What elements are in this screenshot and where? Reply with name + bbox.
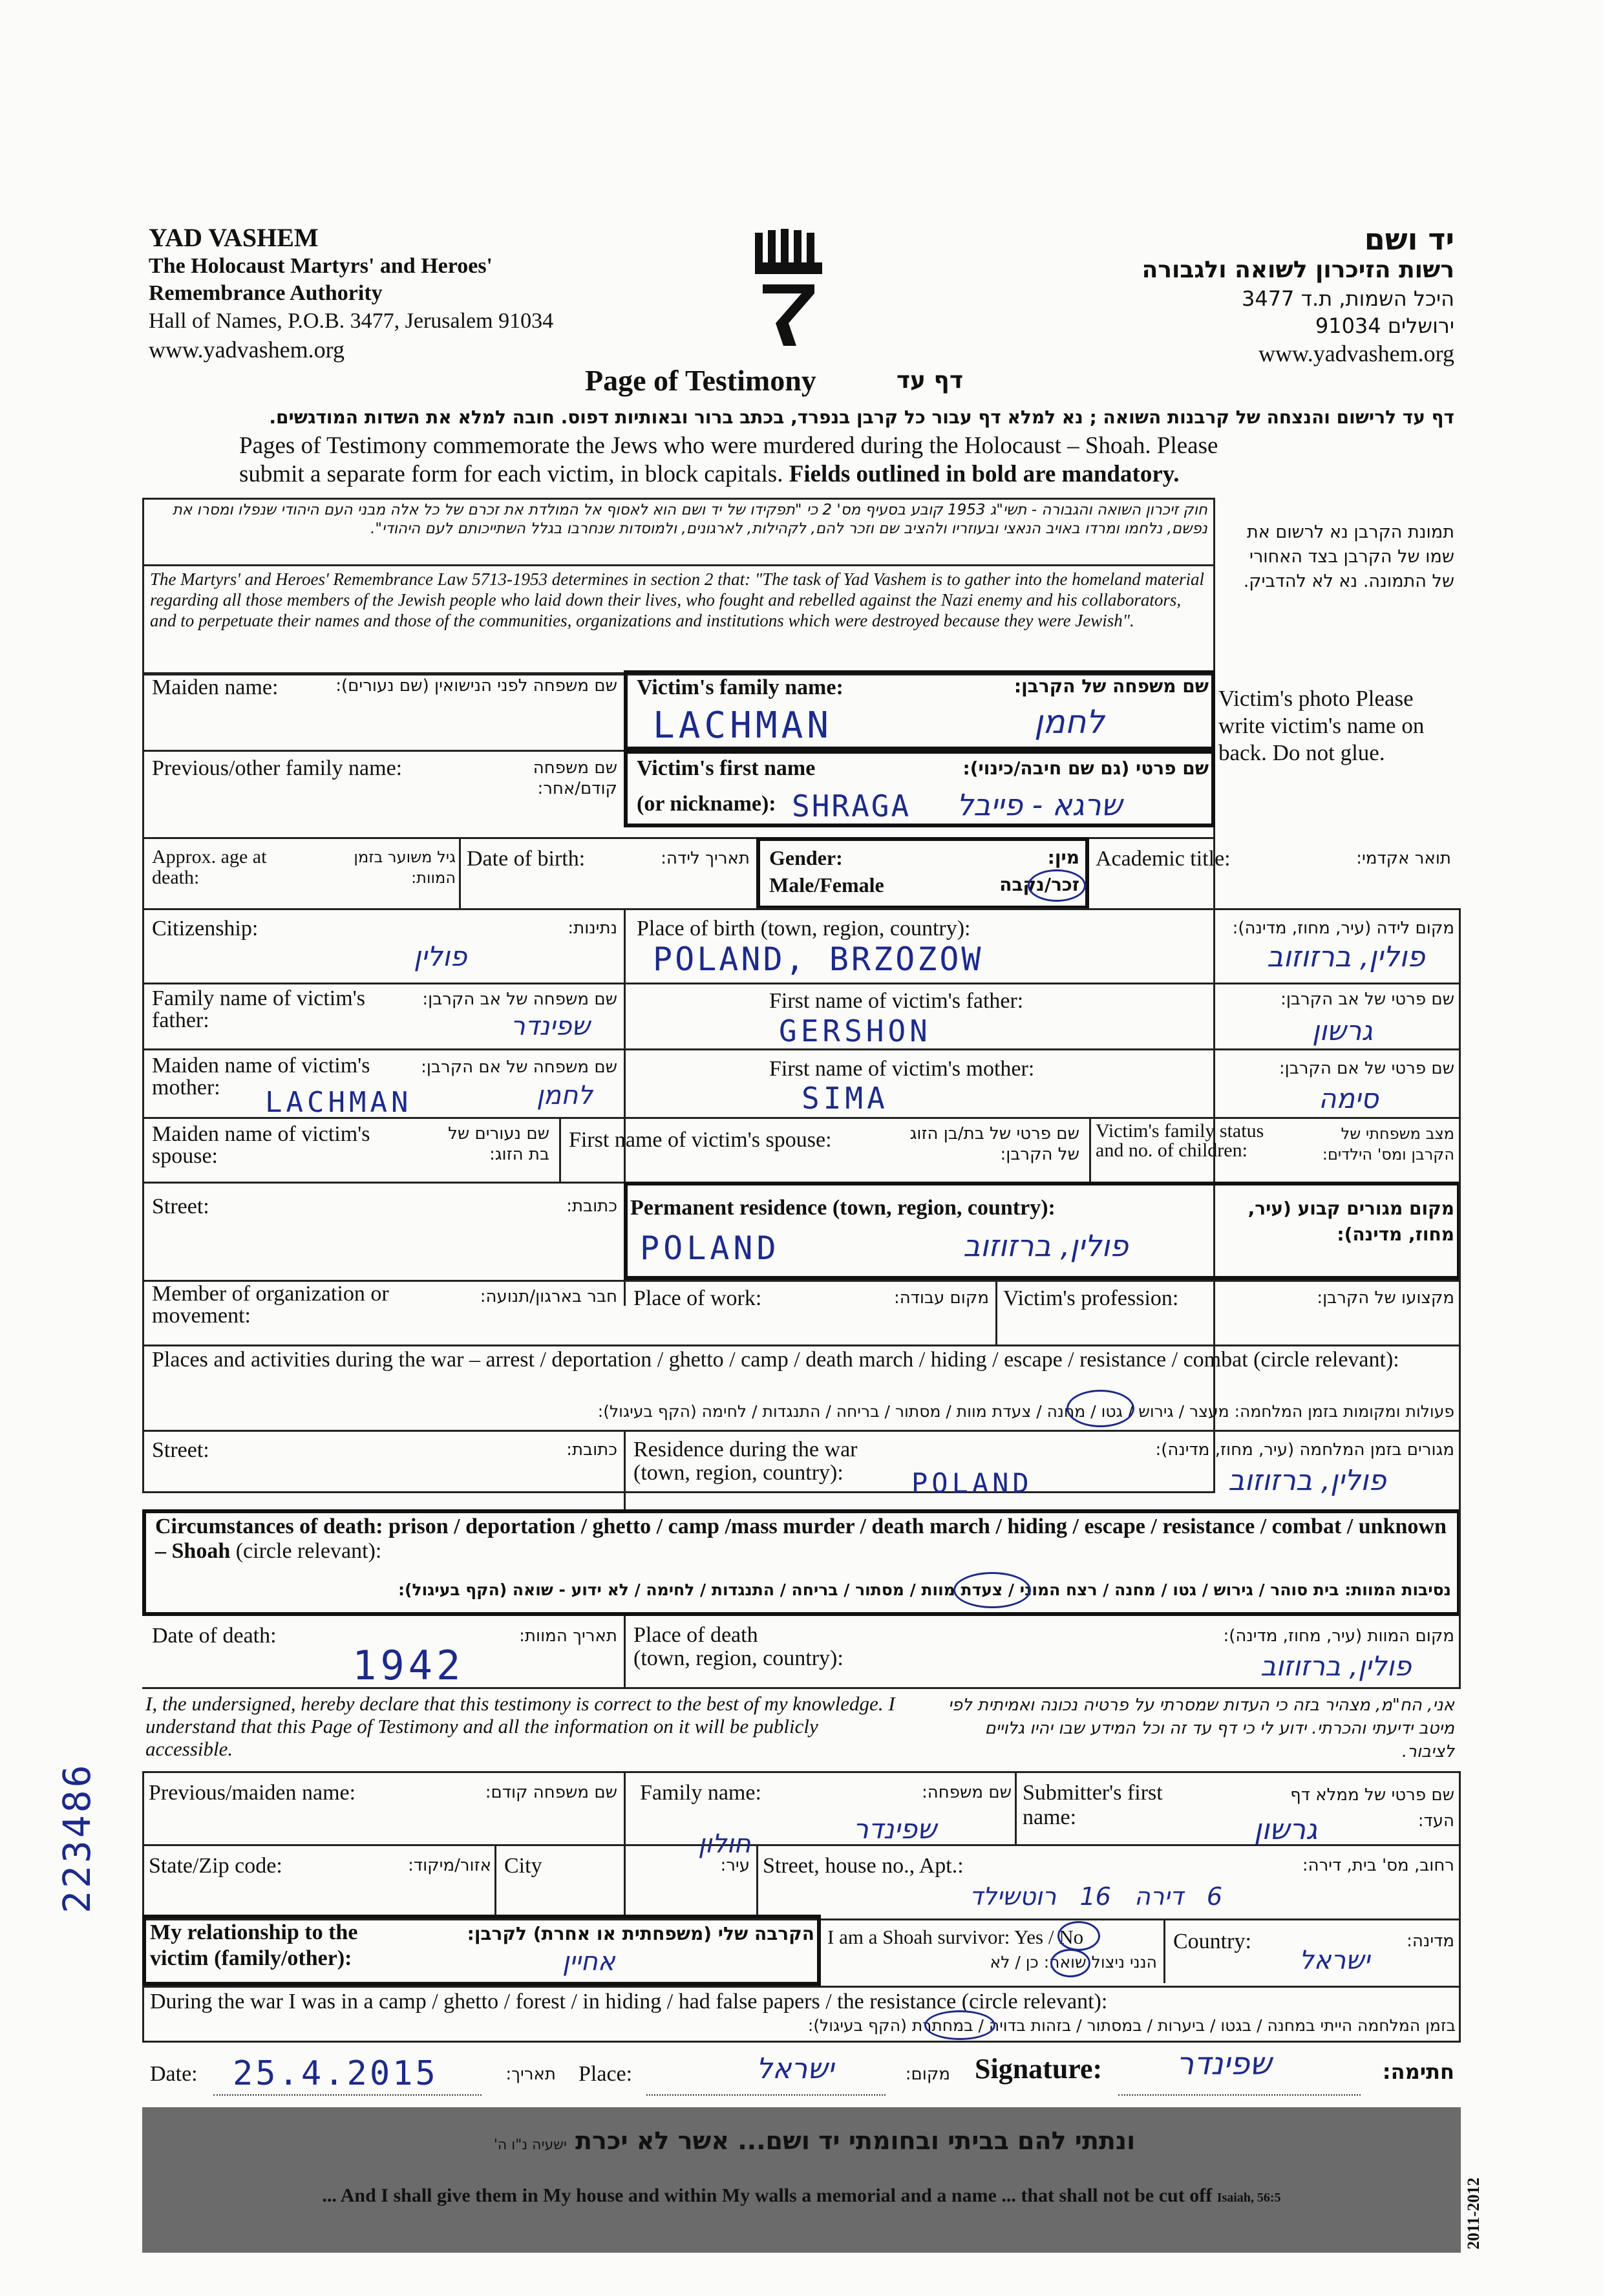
street2-label-he: כתובת: (566, 1440, 617, 1460)
col-divider (494, 1844, 496, 1919)
first-name-value: SHRAGA (792, 789, 911, 824)
perm-residence-label: Permanent residence (town, region, country): (630, 1196, 1056, 1220)
member-org-label-he: חבר בארגון/תנועה: (480, 1287, 617, 1306)
war-places-label: Places and activities during the war – arrest / deportation / ghetto / camp / death march / hiding / escape / resistance / combat (circle relevant): (152, 1348, 1399, 1372)
dob-label-he: תאריך לידה: (661, 849, 750, 868)
law-he: חוק זיכרון השואה והגבורה - תשי"ג 1953 קובע בסעיף מס' 2 כי "תפקידו של יד ושם הוא לאסוף אל המולדת את זכרם של כל אלה מבני העם היהודי שנפלו ומסרו את נפשם, נלחמו ומרדו באויב הנאצי ובעוזריו ולהציב שם וזכר להם, לקהילות, לארגונים, ולמוסדות שנחרבו בגלל השתייכותם לעם היהודי". (172, 502, 1207, 537)
work-label-he: מקום עבודה: (893, 1288, 989, 1308)
intro-en-line1: Pages of Testimony commemorate the Jews who were murdered during the Holocaust – Shoah. Please (239, 432, 1218, 459)
signature-label: Signature: (975, 2053, 1103, 2085)
pob-label-he: מקום לידה (עיר, מחוז, מדינה): (1232, 919, 1454, 938)
col-divider (1089, 1117, 1091, 1182)
place-label: Place: (579, 2062, 633, 2086)
first-name-label-he: שם פרטי (גם שם חיבה/כינוי): (962, 758, 1209, 779)
footer-quote-he-text: ונתתי להם בביתי ובחומתי יד ושם... אשר לא יכרת (575, 2127, 1136, 2155)
spouse-maiden-label-he: שם נעורים של בת הזוג: (448, 1124, 549, 1164)
address-en: Hall of Names, P.O.B. 3477, Jerusalem 91034 (149, 309, 554, 333)
survivor-label-he: הנני ניצול שואה: כן / לא (990, 1953, 1157, 1972)
signature-value: שפינדר (1176, 2046, 1272, 2082)
intro-en-bold: Fields outlined in bold are mandatory. (789, 461, 1180, 487)
law-en: The Martyrs' and Heroes' Remembrance Law 5713-1953 determines in section 2 that: "The task of Yad Vashem is to gather into the homeland material regarding all those members of the Jewish people who laid down their lives, who fought and rebelled against the Nazi enemy and his collaborators, and to perpetuate their names and those of the communities, organizations and institutions which were destroyed because they were Jewish". (150, 569, 1204, 630)
street3-label-he: רחוב, מס' בית, דירה: (1302, 1856, 1454, 1875)
place-underline (646, 2094, 886, 2096)
age-label-he: גיל משוער בזמן המוות: (354, 848, 456, 887)
mass-murder-circle (953, 1572, 1031, 1608)
photo-he: תמונת הקרבן נא לרשום את שמו של הקרבן בצד האחורי של התמונה. נא לא להדביק. (1243, 522, 1454, 591)
dob-label: Date of birth: (467, 847, 586, 871)
profession-label: Victim's profession: (1003, 1286, 1179, 1310)
row-divider (142, 983, 1461, 984)
place-value: ישראל (756, 2052, 834, 2085)
row-divider (142, 750, 624, 752)
father-first-value-he: גרשון (1312, 1015, 1373, 1047)
website-he[interactable]: www.yadvashem.org (1258, 341, 1454, 367)
prev-name-label-he: שם משפחה קודם/אחר: (533, 758, 617, 798)
sub-first-label-he: שם פרטי של ממלא דף העד: (1290, 1785, 1454, 1831)
pob-label: Place of birth (town, region, country): (637, 917, 971, 941)
row-divider (142, 1844, 1461, 1846)
city-label: City (504, 1854, 542, 1878)
footer-quote-he (336, 2127, 1293, 2155)
org-block-he (1008, 223, 1454, 368)
first-name-label2: (or nickname): (637, 792, 776, 816)
street-label-he: כתובת: (566, 1196, 617, 1216)
survivor-yes-circle (1057, 1921, 1100, 1951)
family-name-label-he: שם משפחה של הקרבן: (1014, 675, 1209, 697)
gender-options: Male/Female (769, 873, 884, 897)
address-he2: ירושלים 91034 (1315, 314, 1454, 338)
intro-en-line2: submit a separate form for each victim, in block capitals. (239, 461, 783, 487)
city-label-he: עיר: (720, 1856, 750, 1875)
pod-label (633, 1624, 844, 1670)
footer-quote-en-text: ... And I shall give them in My house and within My walls a memorial and a name ... that shall not be cut off (322, 2185, 1213, 2206)
sub-family-label-he: שם משפחה: (922, 1783, 1012, 1802)
declaration-he: אני, הח"מ, מצהיר בזה כי העדות שמסרתי על פרטיה נכונה ואמיתית לפי מיטב ידיעתי והכרתי. ידוע לי כי דף עד זה וכל המידע שבו יהיו גלויים לציבור. (948, 1695, 1454, 1761)
mother-maiden-value: LACHMAN (265, 1086, 412, 1119)
dod-label: Date of death: (152, 1624, 277, 1648)
frame-right (1459, 908, 1461, 1687)
hiding-circle (924, 2010, 995, 2040)
sub-first-value: גרשון (1254, 1813, 1318, 1846)
during-war-label: During the war I was in a camp / ghetto / forest / in hiding / had false papers / the resistance (circle relevant): (150, 1990, 1108, 2014)
sub-family-label: Family name: (640, 1781, 761, 1805)
org-sub1: The Holocaust Martyrs' and Heroes' (149, 254, 493, 278)
gender-label: Gender: (769, 846, 843, 869)
col-divider (624, 1430, 626, 1511)
war-places-label-he: פעולות ומקומות בזמן המלחמה: מעצר / גירוש / גטו / מחנה / צעדת מוות / מסתור / בריחה / התנגדות / לחימה (הקף בעיגול): (597, 1402, 1454, 1421)
war-residence-label-he: מגורים בזמן המלחמה (עיר, מחוז, מדינה): (1155, 1440, 1454, 1460)
family-status-label: Victim's family status and no. of children: (1096, 1120, 1264, 1161)
spouse-first-label-he: שם פרטי של בת/בן הזוג של הקרבן: (909, 1124, 1079, 1164)
pod-label-line1: Place of death (633, 1623, 758, 1647)
col-divider (756, 1844, 758, 1919)
war-residence-label (633, 1438, 858, 1485)
maiden-label-he: שם משפחה לפני הנישואין (שם נעורים): (335, 676, 617, 696)
country-label: Country: (1173, 1929, 1251, 1953)
street-label: Street: (152, 1195, 209, 1218)
father-first-value: GERSHON (779, 1014, 931, 1048)
row-divider (142, 908, 1461, 910)
citizenship-value: פולין (414, 941, 467, 972)
maiden-label: Maiden name: (152, 675, 279, 699)
perm-residence-value-he: פולין, ברזוזוב (963, 1228, 1129, 1263)
photo-en: Victim's photo Please write victim's name on back. Do not glue. (1218, 686, 1425, 765)
war-arrest-circle (1067, 1390, 1134, 1427)
spouse-first-label: First name of victim's spouse: (569, 1128, 832, 1152)
age-label: Approx. age at death: (152, 846, 267, 888)
circumstances-label-he: נסיבות המוות: בית סוהר / גירוש / גטו / מחנה / רצח המוני / צעדת מוות / מסתור / בריחה / התנגדות / לחימה / לא ידוע - שואה (הקף בעיגול): (398, 1580, 1451, 1599)
father-family-label-he: שם משפחה של אב הקרבן: (422, 990, 617, 1009)
side-number: 223486 (55, 1762, 99, 1913)
mother-first-value: SIMA (802, 1081, 889, 1116)
footer-quote-he-ref: ישעיה נ"ו ה' (493, 2137, 567, 2153)
col-divider (1015, 1771, 1017, 1845)
circumstances-label (155, 1515, 1448, 1564)
prev-name-label: Previous/other family name: (152, 756, 403, 780)
logo (750, 226, 827, 349)
member-org-label: Member of organization or movement: (152, 1282, 389, 1328)
family-name-label: Victim's family name: (637, 675, 844, 699)
perm-residence-label-he: מקום מגורים קבוע (עיר, מחוז, מדינה): (1247, 1198, 1454, 1245)
sub-prev-label-he: שם משפחה קודם: (485, 1783, 617, 1802)
country-value: ישראל (1299, 1946, 1370, 1975)
sub-prev-label: Previous/maiden name: (149, 1781, 356, 1805)
war-residence-label-line2: (town, region, country): (633, 1461, 844, 1485)
law-divider (142, 564, 1215, 566)
first-name-value-he: שרגא - פייבל (957, 787, 1123, 822)
signature-label-he: חתימה: (1382, 2059, 1454, 2084)
pod-label-he: מקום המוות (עיר, מחוז, מדינה): (1223, 1626, 1454, 1646)
street3-label: Street, house no., Apt.: (763, 1854, 964, 1878)
date-value: 25.4.2015 (233, 2054, 438, 2093)
war-residence-value-he: פולין, ברזוזוב (1228, 1464, 1386, 1497)
survivor-yes-he-circle (1050, 1949, 1090, 1977)
intro-en (239, 432, 1403, 489)
mother-maiden-label-he: שם משפחה של אם הקרבן: (421, 1058, 617, 1077)
war-residence-value: POLAND (911, 1467, 1033, 1499)
circumstances-hint: (circle relevant): (235, 1539, 382, 1563)
declaration-en: I, the undersigned, hereby declare that this testimony is correct to the best of my knowledge. I understand that this Page of Testimony and all the information on it will be publicly accessible. (145, 1692, 895, 1760)
date-label-he: תאריך: (505, 2065, 556, 2084)
mother-maiden-label: Maiden name of victim's mother: (152, 1054, 370, 1100)
relationship-value: אחיין (562, 1947, 615, 1977)
intro-he: דף עד לרישום והנצחה של קרבנות השואה ; נא למלא דף עבור כל קרבן בנפרד, בכתב ברור ובאותיות דפוס. חובה למלא את השדות המודגשים. (269, 407, 1454, 428)
citizenship-label: Citizenship: (152, 917, 259, 941)
first-name-label: Victim's first name (637, 756, 816, 780)
mother-maiden-value-he: לחמן (536, 1081, 593, 1111)
sub-family-value: שפינדר (853, 1813, 937, 1845)
gender-options-he: זכר/נקבה (999, 874, 1079, 895)
row-divider (142, 1430, 1461, 1432)
row-divider (142, 1117, 1461, 1119)
state-label: State/Zip code: (149, 1854, 282, 1878)
sub-first-label: Submitter's first name: (1023, 1781, 1163, 1829)
org-sub2: Remembrance Authority (149, 281, 383, 305)
col-divider (459, 837, 461, 908)
pod-label-line2: (town, region, country): (633, 1646, 844, 1670)
col-divider (1163, 1919, 1165, 1983)
father-first-label: First name of victim's father: (769, 989, 1024, 1013)
academic-label: Academic title: (1096, 847, 1231, 871)
org-name-en: YAD VASHEM (149, 223, 319, 252)
during-war-label-he: בזמן המלחמה הייתי במחנה / בגטו / ביערות / במסתור / בזהות בדויה / במחתרת (הקף בעיגול): (807, 2016, 1456, 2035)
profession-label-he: מקצועו של הקרבן: (1317, 1288, 1454, 1308)
city-value: חולון (698, 1829, 751, 1859)
family-name-value: LACHMAN (653, 705, 833, 747)
page-title-he: דף עד (896, 367, 963, 394)
mother-first-label: First name of victim's mother: (769, 1057, 1035, 1081)
academic-label-he: תואר אקדמי: (1356, 849, 1451, 868)
date-underline (213, 2094, 482, 2096)
relationship-label-he: הקרבה שלי (משפחתית או אחרת) לקרבן: (467, 1923, 814, 1944)
gender-male-circle (1028, 869, 1086, 902)
father-first-label-he: שם פרטי של אב הקרבן: (1280, 990, 1454, 1009)
circumstances-text: Circumstances of death: prison / deportation / ghetto / camp /mass murder / death march / hiding / escape / resistance / combat / unknown – Shoah (155, 1515, 1447, 1563)
father-family-label: Family name of victim's father: (152, 986, 366, 1032)
mother-first-label-he: שם פרטי של אם הקרבן: (1279, 1059, 1454, 1078)
street3-value: 6 דירה 16 רוטשילד (970, 1882, 1222, 1911)
pob-value-he: פולין, ברזוזוב (1267, 941, 1425, 973)
date-label: Date: (150, 2062, 198, 2086)
col-divider (995, 1280, 997, 1345)
family-name-value-he: לחמן (1034, 703, 1105, 741)
address-he1: היכל השמות, ת.ד 3477 (1241, 286, 1454, 311)
org-name-he: יד ושם (1364, 222, 1454, 257)
gender-label-he: מין: (1047, 847, 1079, 868)
country-label-he: מדינה: (1407, 1931, 1454, 1951)
perm-residence-value: POLAND (640, 1229, 780, 1267)
page-title: Page of Testimony (585, 364, 816, 397)
org-block-en (149, 223, 640, 364)
dod-value: 1942 (352, 1642, 465, 1689)
father-family-value: שפינדר (511, 1012, 590, 1041)
mother-first-value-he: סימה (1319, 1083, 1379, 1114)
col-divider (559, 1117, 561, 1182)
street2-label: Street: (152, 1438, 209, 1462)
form-code: 2011-2012 (1464, 2177, 1483, 2249)
place-label-he: מקום: (905, 2065, 950, 2084)
work-label: Place of work: (633, 1286, 762, 1310)
col-divider (624, 1616, 626, 1687)
family-status-label-he: מצב משפחתי של הקרבן ומס' הילדים: (1322, 1125, 1454, 1164)
row-divider (142, 1048, 1461, 1050)
relationship-label: My relationship to the victim (family/other): (150, 1920, 358, 1970)
survivor-label: I am a Shoah survivor: Yes / No (827, 1926, 1084, 1948)
row-divider (142, 1986, 1461, 1988)
footer-quote-en-ref: Isaiah, 56:5 (1216, 2191, 1281, 2205)
footer-quote-en (168, 2185, 1435, 2207)
pod-value-he: פולין, ברזוזוב (1260, 1650, 1412, 1682)
signature-underline (1118, 2094, 1361, 2096)
dod-label-he: תאריך המוות: (519, 1626, 617, 1646)
citizenship-label-he: נתינות: (568, 919, 617, 938)
org-sub-he: רשות הזיכרון לשואה ולגבורה (1141, 257, 1454, 283)
war-residence-label-line1: Residence during the war (633, 1438, 858, 1462)
website-en[interactable]: www.yadvashem.org (149, 337, 345, 363)
spouse-maiden-label: Maiden name of victim's spouse: (152, 1122, 370, 1168)
pob-value: POLAND, BRZOZOW (653, 941, 984, 978)
row-divider (142, 1345, 1461, 1346)
row-divider (142, 1687, 1461, 1689)
state-label-he: אזור/מיקוד: (408, 1856, 491, 1875)
